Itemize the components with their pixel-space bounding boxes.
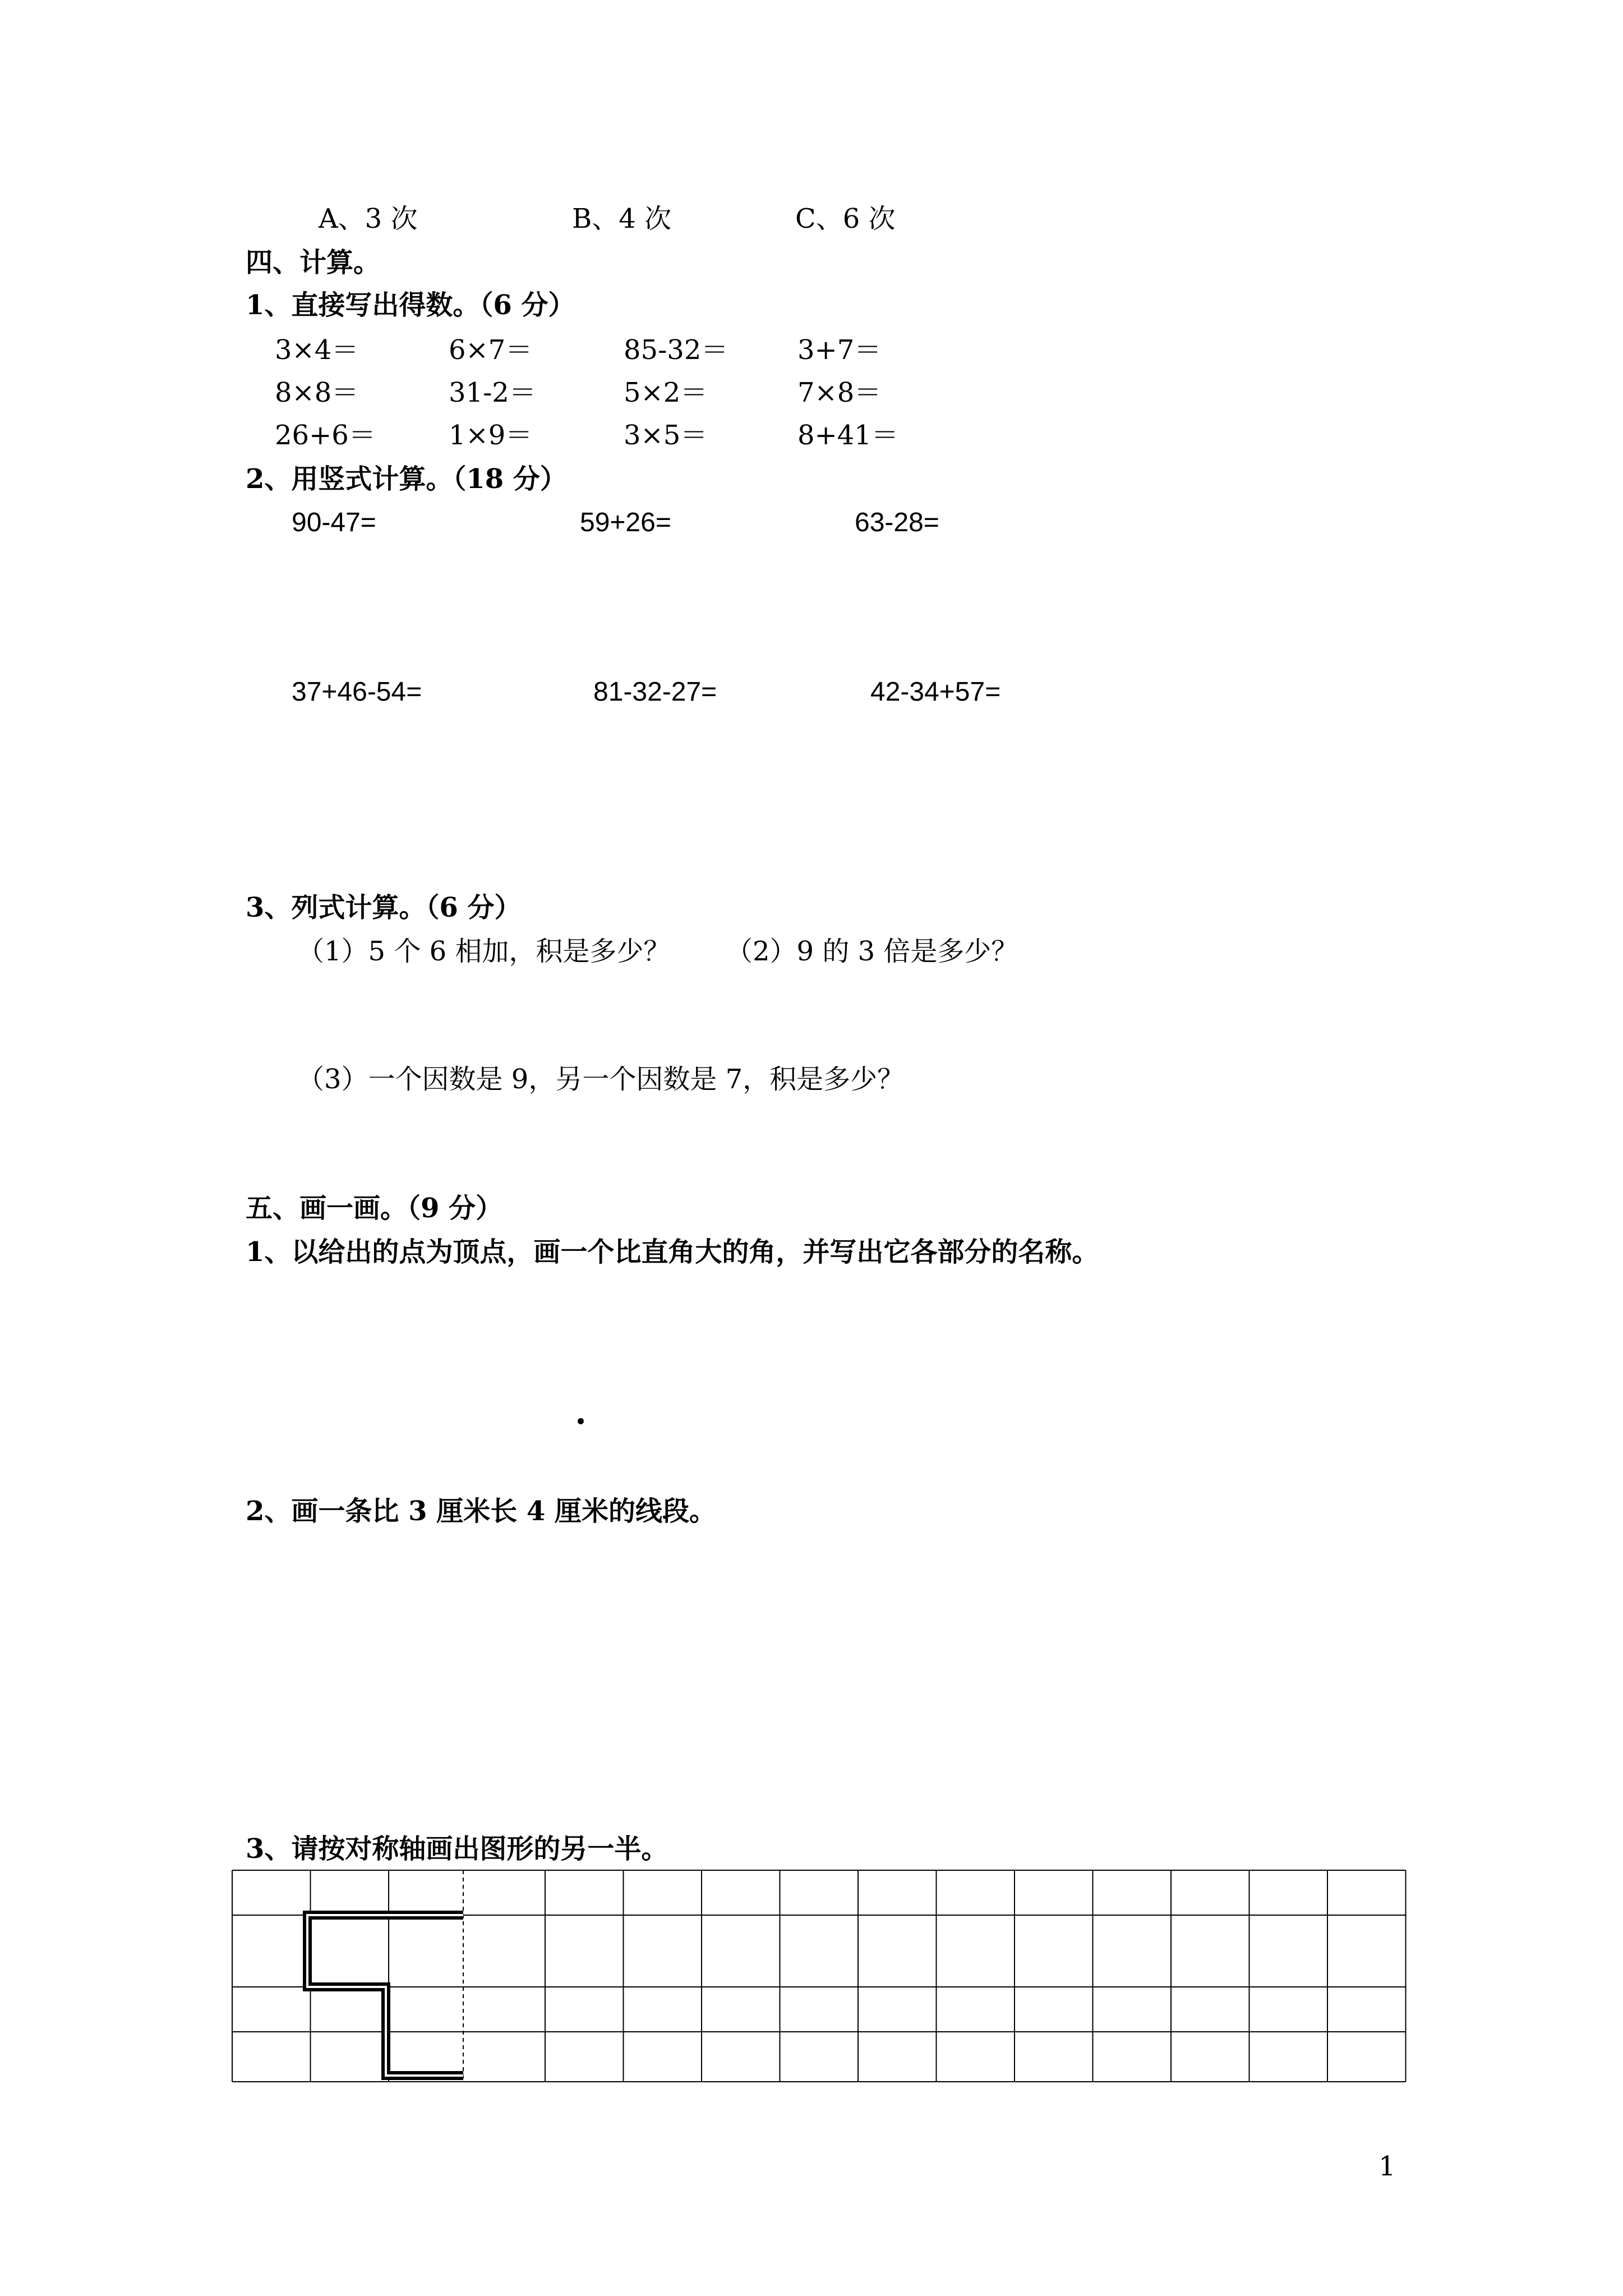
vertical-problem: 37+46-54=	[292, 677, 422, 707]
oral-problem: 3×4＝	[275, 334, 359, 366]
half-figure-inner-line	[307, 1915, 463, 2076]
vertex-dot	[578, 1418, 584, 1424]
grid-lines	[232, 1870, 1406, 2082]
oral-problem: 31-2＝	[449, 377, 536, 408]
vertical-problem: 59+26=	[580, 508, 671, 537]
draw-angle-instruction: 1、以给出的点为顶点，画一个比直角大的角，并写出它各部分的名称。	[246, 1236, 1099, 1268]
word-problem-1: （1）5 个 6 相加，积是多少？	[297, 936, 671, 967]
section4-title: 四、计算。	[246, 247, 381, 278]
oral-problem: 85-32＝	[624, 334, 728, 366]
symmetry-instruction: 3、请按对称轴画出图形的另一半。	[246, 1833, 668, 1865]
section5-title: 五、画一画。（9 分）	[246, 1193, 503, 1224]
word-problem-2: （2）9 的 3 倍是多少？	[726, 936, 1018, 967]
vertical-problem: 42-34+57=	[870, 677, 1001, 707]
word-problem-3: （3）一个因数是 9，另一个因数是 7，积是多少？	[297, 1064, 905, 1095]
oral-problem: 5×2＝	[624, 377, 708, 408]
oral-problem: 6×7＝	[449, 334, 533, 366]
q3-title: 3、列式计算。（6 分）	[246, 892, 522, 923]
option-b: B、4 次	[572, 203, 672, 234]
oral-problem: 8×8＝	[275, 377, 359, 408]
option-a: A、3 次	[319, 203, 418, 234]
q1-title: 1、直接写出得数。（6 分）	[246, 289, 575, 321]
oral-problem: 3×5＝	[624, 420, 708, 451]
page-number: 1	[1378, 2151, 1396, 2182]
oral-problem: 8+41＝	[797, 420, 898, 451]
oral-problem: 7×8＝	[797, 377, 882, 408]
oral-problem: 26+6＝	[275, 420, 376, 451]
q2-title: 2、用竖式计算。（18 分）	[246, 463, 567, 495]
symmetry-grid	[230, 1868, 1408, 2084]
option-c: C、6 次	[795, 203, 896, 234]
vertical-problem: 63-28=	[855, 508, 939, 537]
vertical-problem: 81-32-27=	[593, 677, 717, 707]
oral-problem: 3+7＝	[797, 334, 882, 366]
vertical-problem: 90-47=	[292, 508, 376, 537]
oral-problem: 1×9＝	[449, 420, 533, 451]
draw-segment-instruction: 2、画一条比 3 厘米长 4 厘米的线段。	[246, 1496, 717, 1527]
